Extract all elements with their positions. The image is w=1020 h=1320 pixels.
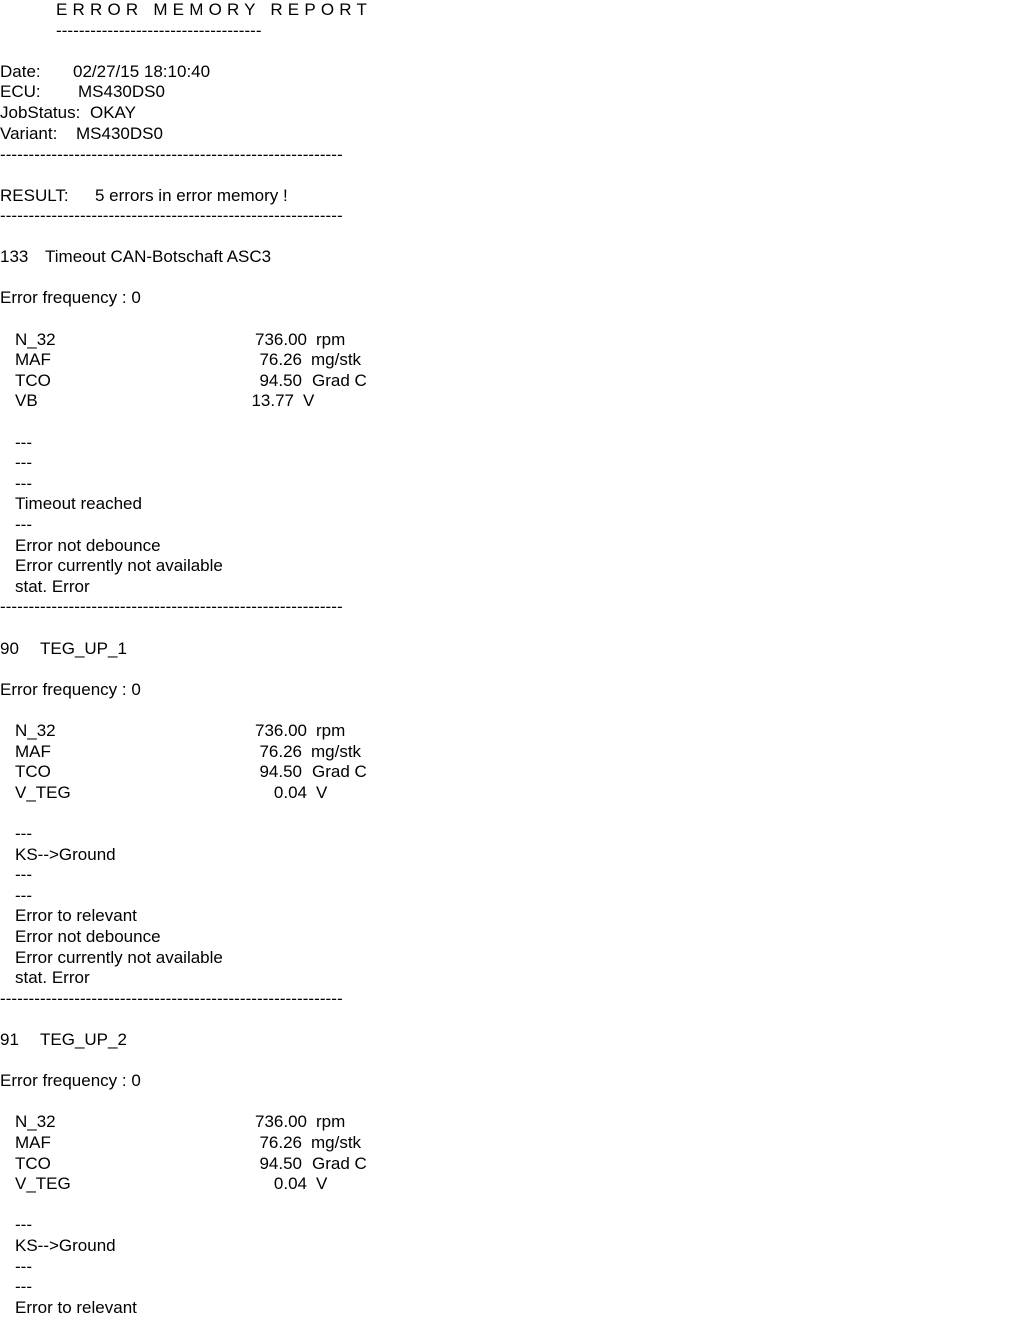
param-name: V_TEG — [15, 783, 71, 802]
status-line: Error not debounce — [15, 536, 161, 555]
param-value: 76.26 — [259, 350, 302, 369]
param-unit: rpm — [316, 721, 346, 740]
param-name: TCO — [15, 1154, 51, 1173]
separator: ------------------------------------------------------------ — [0, 145, 343, 164]
param-value: 736.00 — [255, 721, 307, 740]
separator: ------------------------------------------------------------ — [0, 597, 343, 616]
param-name: MAF — [15, 742, 51, 761]
param-value: 76.26 — [259, 1133, 302, 1152]
param-value: 76.26 — [259, 742, 302, 761]
status-line: KS-->Ground — [15, 1236, 116, 1255]
status-line: --- — [15, 515, 32, 534]
status-line: --- — [15, 886, 32, 905]
ecu-label: ECU: — [0, 82, 41, 101]
status-line: --- — [15, 1215, 32, 1234]
param-value: 94.50 — [259, 762, 302, 781]
date-value: 02/27/15 18:10:40 — [73, 62, 211, 81]
status-line: Error to relevant — [15, 906, 137, 925]
jobstatus-value: OKAY — [90, 103, 136, 122]
date-label: Date: — [0, 62, 41, 81]
error-frequency: Error frequency : 0 — [0, 288, 141, 307]
status-line: --- — [15, 474, 32, 493]
param-name: N_32 — [15, 1112, 56, 1131]
variant-label: Variant: — [0, 124, 58, 143]
param-value: 0.04 — [273, 783, 307, 802]
param-value: 13.77 — [251, 391, 294, 410]
separator: ------------------------------------------------------------ — [0, 989, 343, 1008]
param-name: N_32 — [15, 721, 56, 740]
error-code: 90 — [0, 639, 19, 658]
error-code: 133 — [0, 247, 29, 266]
param-name: N_32 — [15, 330, 56, 349]
status-line: --- — [15, 865, 32, 884]
param-unit: rpm — [316, 330, 346, 349]
param-unit: V — [303, 391, 315, 410]
error-name: TEG_UP_1 — [40, 639, 127, 658]
status-line: --- — [15, 1277, 32, 1296]
status-line: --- — [15, 433, 32, 452]
status-line: --- — [15, 453, 32, 472]
status-line: stat. Error — [15, 968, 90, 987]
status-line: --- — [15, 1257, 32, 1276]
error-frequency: Error frequency : 0 — [0, 1071, 141, 1090]
error-name: TEG_UP_2 — [40, 1030, 127, 1049]
error-frequency: Error frequency : 0 — [0, 680, 141, 699]
param-name: MAF — [15, 350, 51, 369]
status-line: Error currently not available — [15, 556, 223, 575]
param-name: V_TEG — [15, 1174, 71, 1193]
param-name: MAF — [15, 1133, 51, 1152]
title-underline: ------------------------------------ — [56, 21, 262, 40]
variant-value: MS430DS0 — [76, 124, 163, 143]
jobstatus-label: JobStatus: — [0, 103, 81, 122]
param-unit: mg/stk — [311, 742, 362, 761]
error-name: Timeout CAN-Botschaft ASC3 — [45, 247, 272, 266]
error-code: 91 — [0, 1030, 19, 1049]
param-unit: mg/stk — [311, 350, 362, 369]
status-line: Error to relevant — [15, 1298, 137, 1317]
param-name: TCO — [15, 762, 51, 781]
ecu-value: MS430DS0 — [78, 82, 165, 101]
param-value: 736.00 — [255, 1112, 307, 1131]
separator: ------------------------------------------------------------ — [0, 206, 343, 225]
param-value: 736.00 — [255, 330, 307, 349]
param-unit: Grad C — [312, 762, 367, 781]
param-unit: Grad C — [312, 371, 367, 390]
param-unit: mg/stk — [311, 1133, 362, 1152]
status-line: --- — [15, 824, 32, 843]
param-unit: V — [316, 1174, 328, 1193]
status-line: Error currently not available — [15, 948, 223, 967]
param-value: 0.04 — [273, 1174, 307, 1193]
status-line: Timeout reached — [15, 494, 142, 513]
status-line: stat. Error — [15, 577, 90, 596]
param-name: VB — [15, 391, 38, 410]
status-line: KS-->Ground — [15, 845, 116, 864]
param-unit: rpm — [316, 1112, 346, 1131]
param-unit: V — [316, 783, 328, 802]
param-unit: Grad C — [312, 1154, 367, 1173]
status-line: Error not debounce — [15, 927, 161, 946]
result-value: 5 errors in error memory ! — [95, 186, 288, 205]
param-value: 94.50 — [259, 371, 302, 390]
report-title: ERROR MEMORY REPORT — [56, 0, 373, 19]
param-value: 94.50 — [259, 1154, 302, 1173]
result-label: RESULT: — [0, 186, 69, 205]
param-name: TCO — [15, 371, 51, 390]
